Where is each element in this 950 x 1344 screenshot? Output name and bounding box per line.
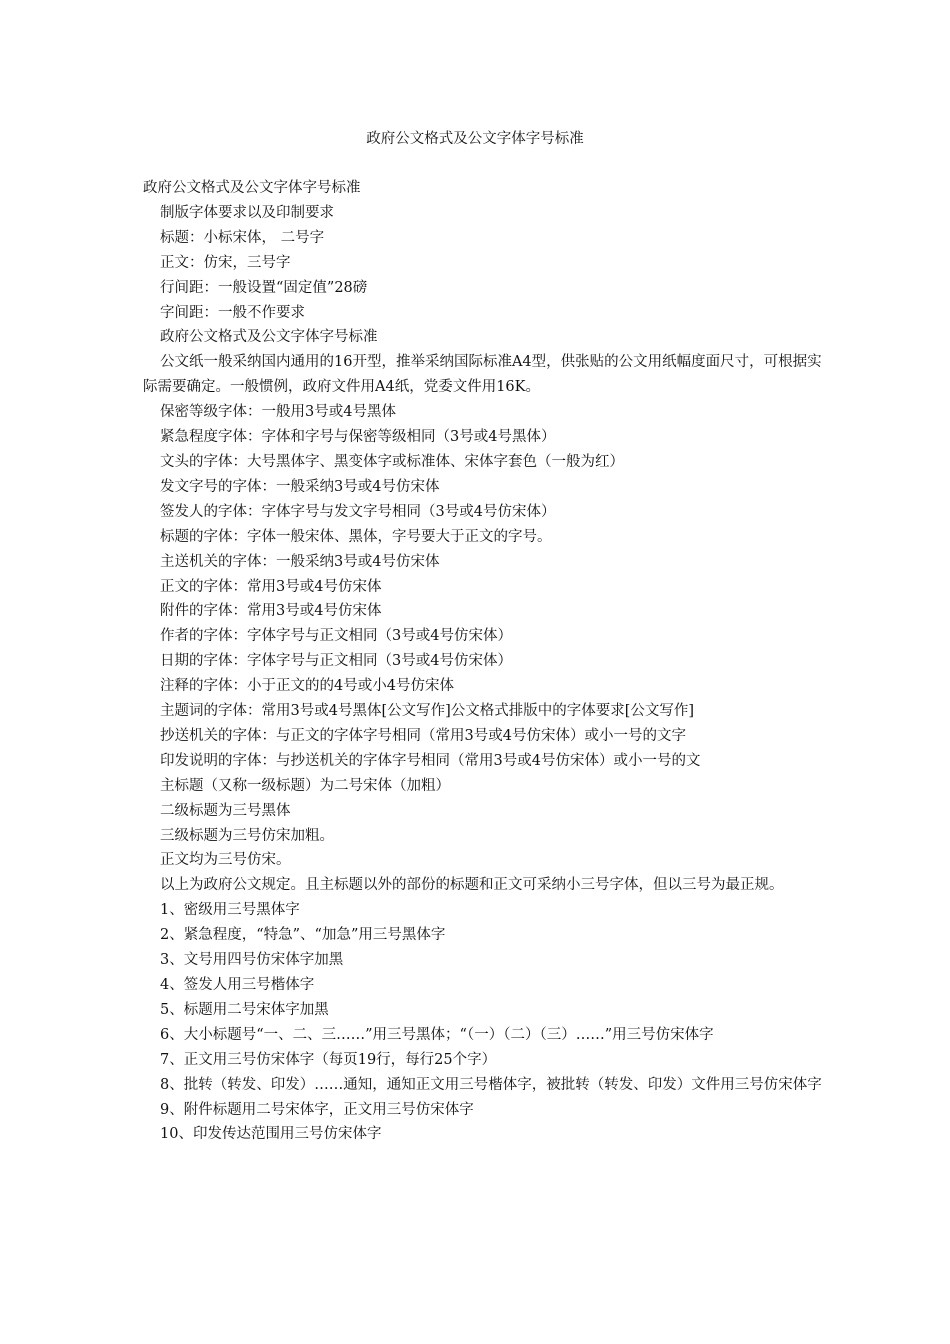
paragraph: 发文字号的字体：一般采纳3号或4号仿宋体 [160,478,440,495]
paragraph: 标题的字体：字体一般宋体、黑体，字号要大于正文的字号。 [160,528,552,545]
paragraph: 正文：仿宋，三号字 [160,254,291,271]
list-item: 6、大小标题号“一、二、三……”用三号黑体；“（一）（二）（三）……”用三号仿宋体字 [160,1026,714,1043]
paragraph: 抄送机关的字体：与正文的字体字号相同（常用3号或4号仿宋体）或小一号的文字 [160,727,686,744]
paragraph: 正文均为三号仿宋。 [160,852,291,869]
list-item: 8、批转（转发、印发）……通知，通知正文用三号楷体字，被批转（转发、印发）文件用三号仿宋体字 [160,1076,822,1093]
list-item: 7、正文用三号仿宋体字（每页19行，每行25个字） [160,1051,497,1068]
list-item: 3、文号用四号仿宋体字加黑 [160,952,344,969]
list-item: 2、紧急程度，“特急”、“加急”用三号黑体字 [160,927,446,944]
list-item: 10、印发传达范围用三号仿宋体字 [160,1126,382,1143]
paragraph: 公文纸一般采纳国内通用的16开型，推举采纳国际标准A4型，供张贴的公文用纸幅度面尺寸，可根据实际需要确定。一般惯例，政府文件用A4纸，党委文件用16K。 [143,354,822,396]
paragraph: 标题：小标宋体， 二号字 [160,229,325,246]
paragraph: 文头的字体：大号黑体字、黑变体字或标准体、宋体字套色（一般为红） [160,453,624,470]
paragraph: 注释的字体：小于正文的的4号或小4号仿宋体 [160,678,454,695]
paragraph: 作者的字体：字体字号与正文相同（3号或4号仿宋体） [160,628,512,645]
list-item: 4、签发人用三号楷体字 [160,977,315,993]
paragraph: 主送机关的字体：一般采纳3号或4号仿宋体 [160,553,440,570]
paragraph: 附件的字体：常用3号或4号仿宋体 [160,603,382,620]
paragraph: 三级标题为三号仿宋加粗。 [160,827,334,844]
paragraph: 正文的字体：常用3号或4号仿宋体 [160,578,382,595]
list-item: 5、标题用二号宋体字加黑 [160,1001,329,1018]
paragraph: 字间距：一般不作要求 [160,304,305,321]
paragraph: 制版字体要求以及印制要求 [160,204,334,221]
list-item: 9、附件标题用二号宋体字，正文用三号仿宋体字 [160,1101,474,1118]
paragraph: 政府公文格式及公文字体字号标准 [160,329,378,346]
paragraph: 主标题（又称一级标题）为二号宋体（加粗） [160,777,450,794]
paragraph: 签发人的字体：字体字号与发文字号相同（3号或4号仿宋体） [160,503,556,520]
paragraph: 紧急程度字体：字体和字号与保密等级相同（3号或4号黑体） [160,429,556,446]
paragraph: 以上为政府公文规定。且主标题以外的部份的标题和正文可采纳小三号字体，但以三号为最正规。 [160,877,784,894]
paragraph: 政府公文格式及公文字体字号标准 [143,180,361,196]
paragraph: 二级标题为三号黑体 [160,802,291,819]
paragraph: 日期的字体：字体字号与正文相同（3号或4号仿宋体） [160,653,512,670]
paragraph: 印发说明的字体：与抄送机关的字体字号相同（常用3号或4号仿宋体）或小一号的文 [160,752,701,769]
list-item: 1、密级用三号黑体字 [160,902,300,919]
document-body [143,176,823,1147]
paragraph: 保密等级字体：一般用3号或4号黑体 [160,404,396,421]
paragraph: 行间距：一般设置“固定值”28磅 [160,279,368,296]
document-title: 政府公文格式及公文字体字号标准 [366,131,584,147]
paragraph: 主题词的字体：常用3号或4号黑体[公文写作]公文格式排版中的字体要求[公文写作] [160,703,695,720]
